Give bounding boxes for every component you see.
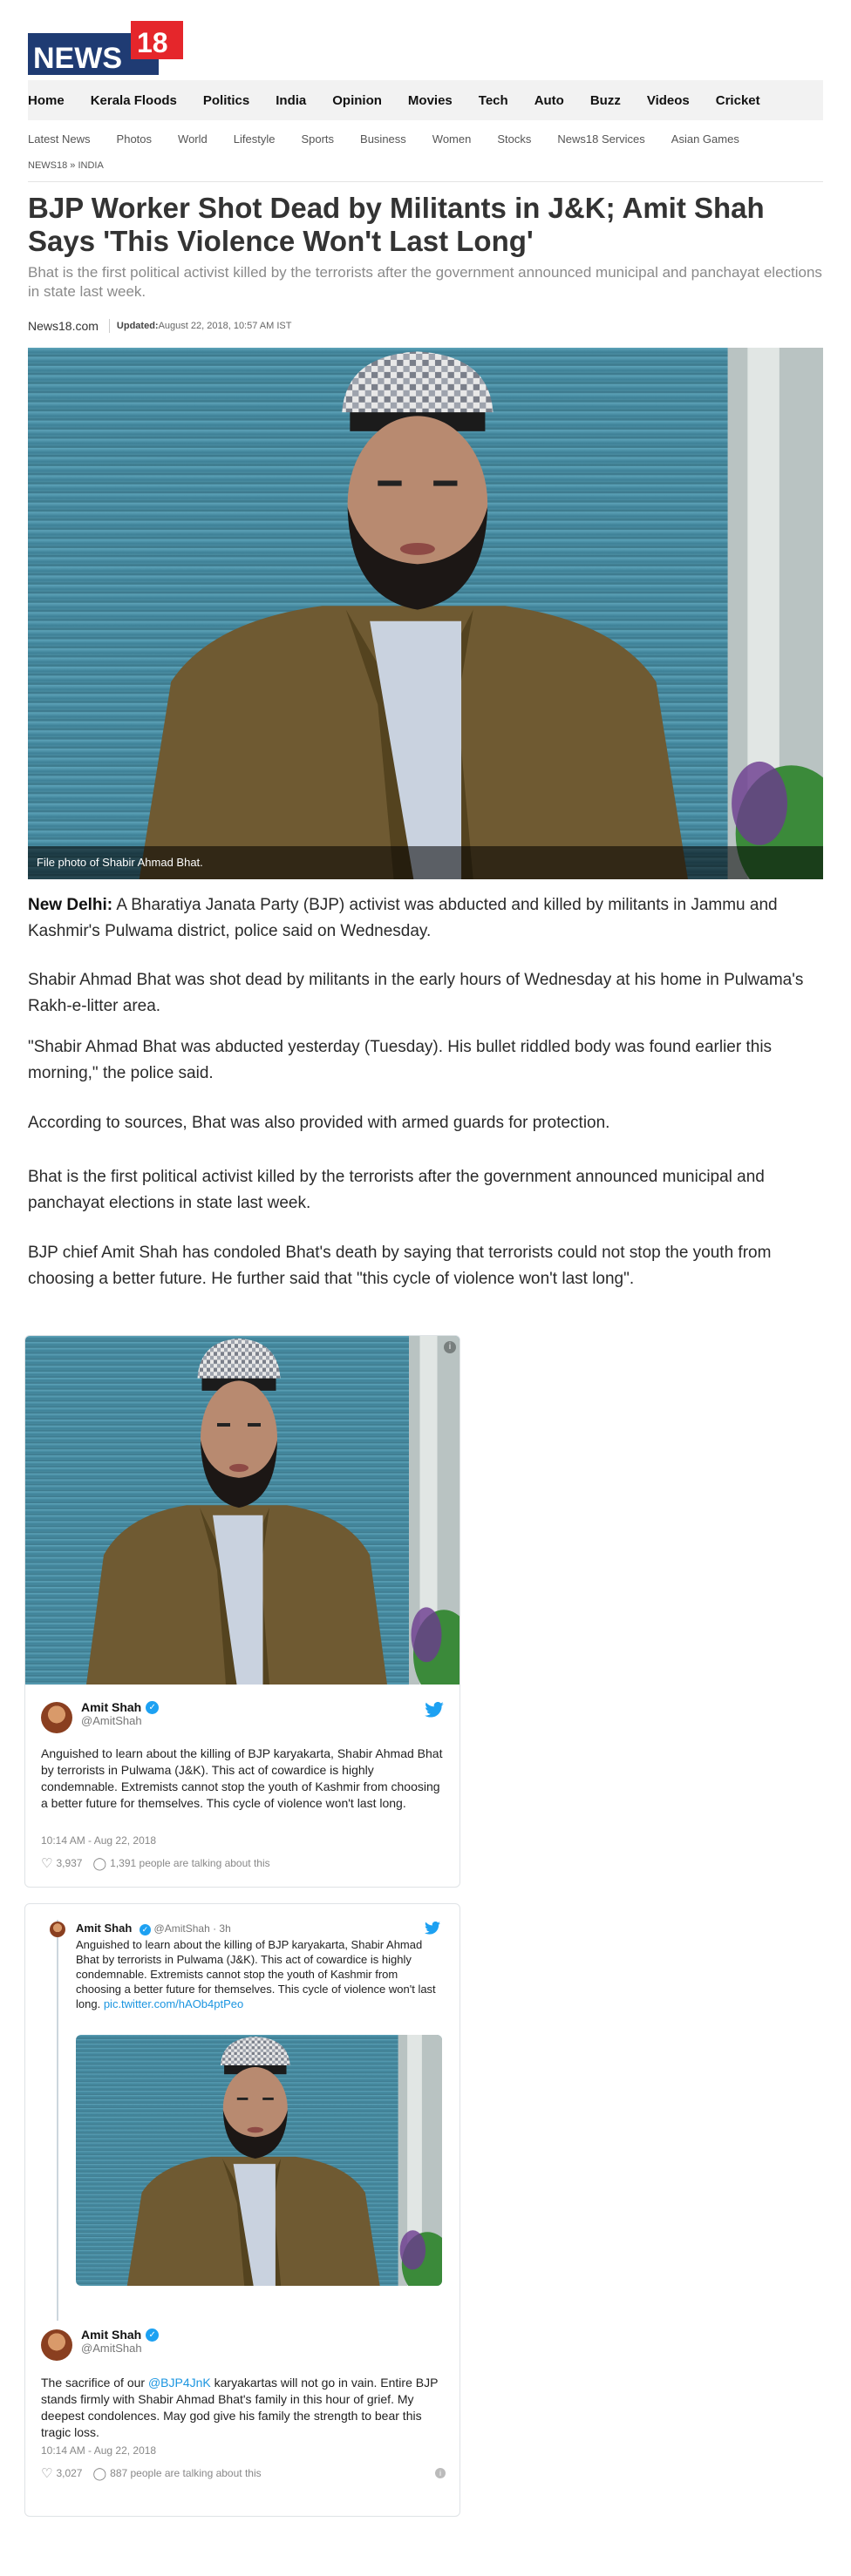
nav-item-videos[interactable]: Videos [646, 92, 690, 108]
heart-icon[interactable]: ♡ [41, 2466, 53, 2481]
tweet-text: Anguished to learn about the killing of BJP karyakarta, Shabir Ahmad Bhat by terrorists in Pulwama (J&K). This act of cowardice is highly condemnable. Extremists cannot stop the youth of Kashmir from choosing a better future for themselves. This cycle of violence won't last long. [41, 1746, 443, 1810]
verified-icon: ✓ [146, 1701, 159, 1714]
quoted-tweet-media[interactable] [76, 2035, 442, 2286]
subnav-item-asian-games[interactable]: Asian Games [671, 132, 739, 146]
quoted-tweet-photo [76, 2035, 442, 2286]
quoted-author-name[interactable]: Amit Shah [76, 1922, 133, 1935]
quoted-text: Anguished to learn about the killing of BJP karyakarta, Shabir Ahmad Bhat by terrorists in Pulwama (J&K). This act of cowardice is highly condemnable. Extremists cannot stop the youth of Kashmir from choosing a better future for themselves. This cycle of violence won't last long. [76, 1938, 436, 2010]
comment-icon[interactable]: ◯ [92, 2465, 107, 2480]
like-count: 3,937 [56, 1857, 83, 1869]
subnav-item-photos[interactable]: Photos [116, 132, 153, 146]
nav-item-india[interactable]: India [276, 92, 307, 108]
logo-number: 18 [137, 27, 168, 58]
nav-item-buzz[interactable]: Buzz [589, 92, 621, 108]
article-subhead: Bhat is the first political activist killed by the terrorists after the government announced municipal and panchayat elections in state last week. [28, 264, 822, 300]
quoted-tweet-header [76, 1922, 231, 1935]
quoted-tweet-text [76, 1937, 437, 2011]
heart-icon[interactable]: ♡ [41, 1856, 53, 1871]
nav-item-auto[interactable]: Auto [534, 92, 564, 108]
tweet-author[interactable] [81, 1700, 159, 1714]
comment-icon[interactable]: ◯ [92, 1855, 107, 1870]
twitter-bird-icon[interactable] [425, 1922, 440, 1935]
article-paragraph-1 [28, 892, 823, 945]
updated-timestamp [117, 321, 292, 331]
logo-text: NEWS [33, 42, 122, 75]
talking-count[interactable]: 1,391 people are talking about this [110, 1857, 270, 1869]
article-meta [28, 319, 291, 333]
subnav-item-world[interactable]: World [178, 132, 208, 146]
nav-item-movies[interactable]: Movies [407, 92, 453, 108]
twitter-bird-icon[interactable] [425, 1702, 444, 1718]
tweet-author[interactable] [81, 2328, 159, 2342]
article-paragraph-2: Shabir Ahmad Bhat was shot dead by militants in the early hours of Wednesday at his home in Pulwama's Rakh-e-litter area. [28, 971, 804, 1015]
thread-line [57, 1920, 58, 2321]
divider [28, 181, 823, 182]
nav-item-opinion[interactable]: Opinion [332, 92, 382, 108]
quoted-pic-link[interactable]: pic.twitter.com/hAOb4ptPeo [103, 1997, 244, 2010]
breadcrumb[interactable]: NEWS18 » INDIA [28, 160, 104, 171]
article-photo[interactable] [28, 348, 823, 879]
tweet-text [41, 2375, 446, 2441]
article-headline: BJP Worker Shot Dead by Militants in J&K; Amit Shah Says 'This Violence Won't Last Long' [28, 192, 765, 257]
news18-logo[interactable] [28, 21, 183, 75]
tweet-handle[interactable]: @AmitShah [81, 2342, 142, 2355]
tweet-media[interactable] [25, 1336, 460, 1685]
article-paragraph-5: Bhat is the first political activist killed by the terrorists after the government announced municipal and panchayat elections in state last week. [28, 1168, 765, 1212]
subnav-item-women[interactable]: Women [432, 132, 472, 146]
tweet-timestamp[interactable]: 10:14 AM - Aug 22, 2018 [41, 1834, 157, 1847]
quoted-handle[interactable]: @AmitShah · 3h [153, 1922, 231, 1935]
tweet-stats [41, 1855, 270, 1871]
paragraph-1-text: A Bharatiya Janata Party (BJP) activist was abducted and killed by militants in Jammu and Kashmir's Pulwama district, police said on Wednesday. [28, 896, 778, 940]
nav-item-kerala-floods[interactable]: Kerala Floods [90, 92, 177, 108]
article-paragraph-6: BJP chief Amit Shah has condoled Bhat's death by saying that terrorists could not stop the youth from choosing a better future. He further said that "this cycle of violence won't last long". [28, 1244, 772, 1288]
avatar[interactable] [41, 2329, 72, 2361]
article-source[interactable]: News18.com [28, 319, 99, 333]
photo-shabir-ahmad-bhat [28, 348, 823, 879]
tweet-timestamp[interactable]: 10:14 AM - Aug 22, 2018 [41, 2444, 157, 2457]
nav-item-politics[interactable]: Politics [202, 92, 250, 108]
nav-item-tech[interactable]: Tech [478, 92, 508, 108]
subnav-item-business[interactable]: Business [360, 132, 406, 146]
article-paragraph-3: "Shabir Ahmad Bhat was abducted yesterday (Tuesday). His bullet riddled body was found earlier this morning," the police said. [28, 1038, 773, 1082]
embedded-tweet[interactable] [24, 1335, 460, 1888]
dateline: New Delhi: [28, 896, 113, 914]
tweet-text-pre: The sacrifice of our [41, 2376, 148, 2390]
updated-label: Updated: [116, 321, 159, 331]
article-paragraph-4: According to sources, Bhat was also provided with armed guards for protection. [28, 1114, 610, 1132]
nav-item-home[interactable]: Home [28, 92, 65, 108]
meta-divider [109, 319, 110, 333]
mention-link[interactable]: @BJP4JnK [147, 2376, 211, 2390]
info-icon[interactable]: i [435, 2468, 446, 2478]
like-count: 3,027 [56, 2467, 83, 2479]
nav-item-cricket[interactable]: Cricket [715, 92, 760, 108]
tweet-author-name: Amit Shah [81, 2328, 142, 2342]
subnav-item-latest-news[interactable]: Latest News [28, 132, 91, 146]
tweet-author-name: Amit Shah [81, 1700, 142, 1714]
tweet-handle[interactable]: @AmitShah [81, 1714, 142, 1727]
subnav-item-sports[interactable]: Sports [301, 132, 335, 146]
updated-value: August 22, 2018, 10:57 AM IST [158, 321, 292, 331]
embedded-tweet-2[interactable] [24, 1903, 460, 2517]
photo-caption: File photo of Shabir Ahmad Bhat. [28, 846, 823, 879]
tweet-text-post: karyakartas will not go in vain. Entire BJP stands firmly with Shabir Ahmad Bhat's family in this hour of grief. My deepest condolences. May god give his family the strength to bear this tragic loss. [41, 2376, 439, 2439]
main-nav [28, 80, 823, 120]
subnav-item-lifestyle[interactable]: Lifestyle [233, 132, 276, 146]
tweet-photo [25, 1336, 460, 1685]
tweet-stats [41, 2465, 446, 2481]
verified-icon: ✓ [140, 1924, 151, 1935]
info-icon[interactable]: i [444, 1341, 456, 1353]
verified-icon: ✓ [146, 2329, 159, 2342]
talking-count[interactable]: 887 people are talking about this [110, 2467, 262, 2479]
subnav-item-news18-services[interactable]: News18 Services [557, 132, 645, 146]
subnav-item-stocks[interactable]: Stocks [497, 132, 532, 146]
secondary-nav [28, 127, 823, 150]
quoted-avatar[interactable] [50, 1922, 65, 1937]
avatar[interactable] [41, 1702, 72, 1733]
